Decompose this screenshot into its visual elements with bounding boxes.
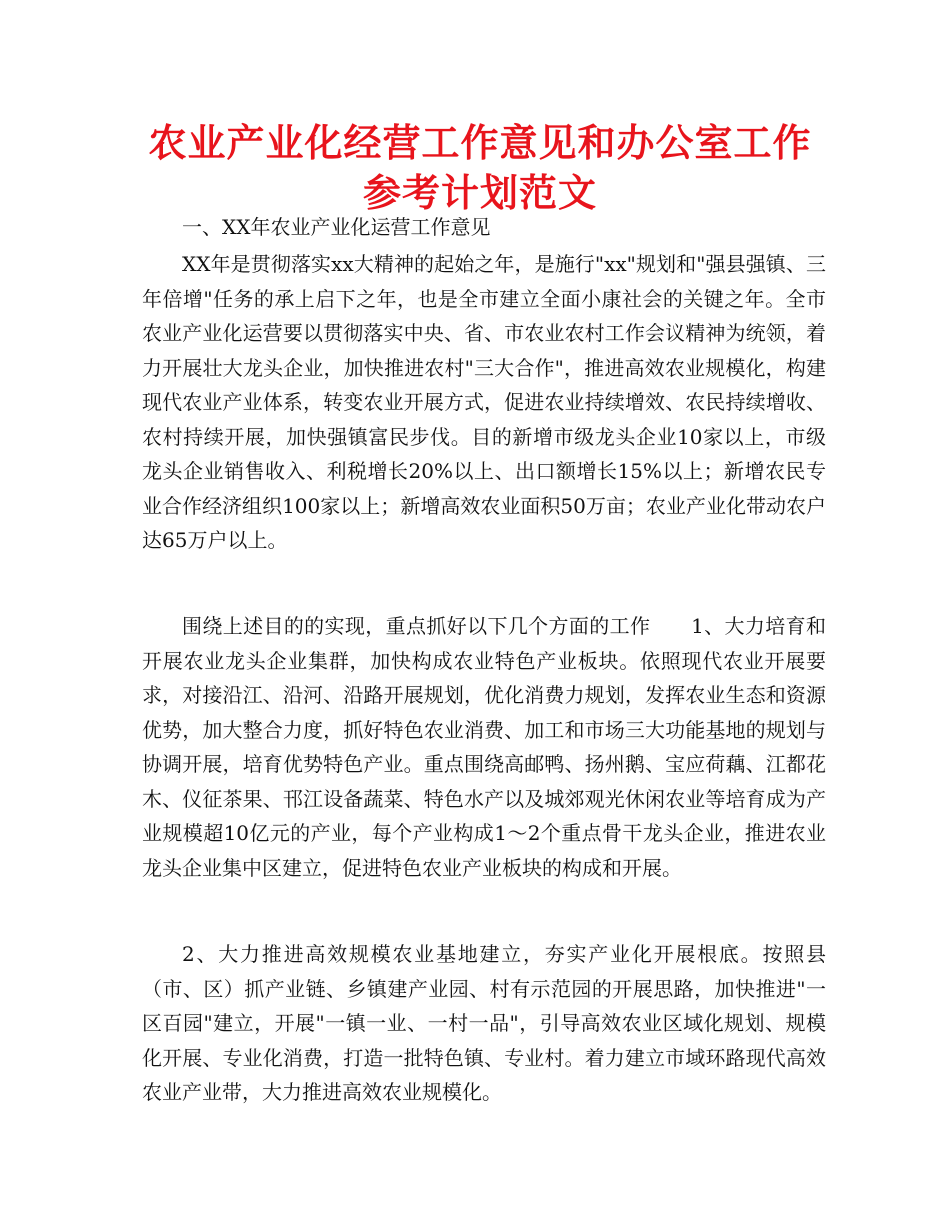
- section-heading: 一、XX年农业产业化运营工作意见: [182, 215, 491, 239]
- paragraph-goals: XX年是贯彻落实xx大精神的起始之年，是施行"xx"规划和"强县强镇、三年倍增"任务的承上启下之年，也是全市建立全面小康社会的关键之年。全市农业产业化运营要以贯彻落实中央、省、市农业农村工作会议精神为统领，着力开展壮大龙头企业，加快推进农村"三大合作"，推进高效农业规模化，构建现代农业产业体系，转变农业开展方式，促进农业持续增效、农民持续增收、农村持续开展，加快强镇富民步伐。目的新增市级龙头企业10家以上，市级龙头企业销售收入、利税增长20%以上、出口额增长15%以上；新增农民专业合作经济组织100家以上；新增高效农业面积50万亩；农业产业化带动农户达65万户以上。: [142, 252, 826, 552]
- paragraph-base-construction: 2、大力推进高效规模农业基地建立，夯实产业化开展根底。按照县（市、区）抓产业链、乡镇建产业园、村有示范园的开展思路，加快推进"一区百园"建立，开展"一镇一业、一村一品"，引导高效农业区域化规划、规模化开展、专业化消费，打造一批特色镇、专业村。着力建立市域环路现代高效农业产业带，大力推进高效农业规模化。: [142, 942, 826, 1104]
- paragraph-key-work: 围绕上述目的的实现，重点抓好以下几个方面的工作 1、大力培育和开展农业龙头企业集群，加快构成农业特色产业板块。依照现代农业开展要求，对接沿江、沿河、沿路开展规划，优化消费力规划，发挥农业生态和资源优势，加大整合力度，抓好特色农业消费、加工和市场三大功能基地的规划与协调开展，培育优势特色产业。重点围绕高邮鸭、扬州鹅、宝应荷藕、江都花木、仪征茶果、邗江设备蔬菜、特色水产以及城郊观光休闲农业等培育成为产业规模超10亿元的产业，每个产业构成1～2个重点骨干龙头企业，推进农业龙头企业集中区建立，促进特色农业产业板块的构成和开展。: [142, 614, 826, 880]
- document-title: 农业产业化经营工作意见和办公室工作参考计划范文: [148, 120, 812, 215]
